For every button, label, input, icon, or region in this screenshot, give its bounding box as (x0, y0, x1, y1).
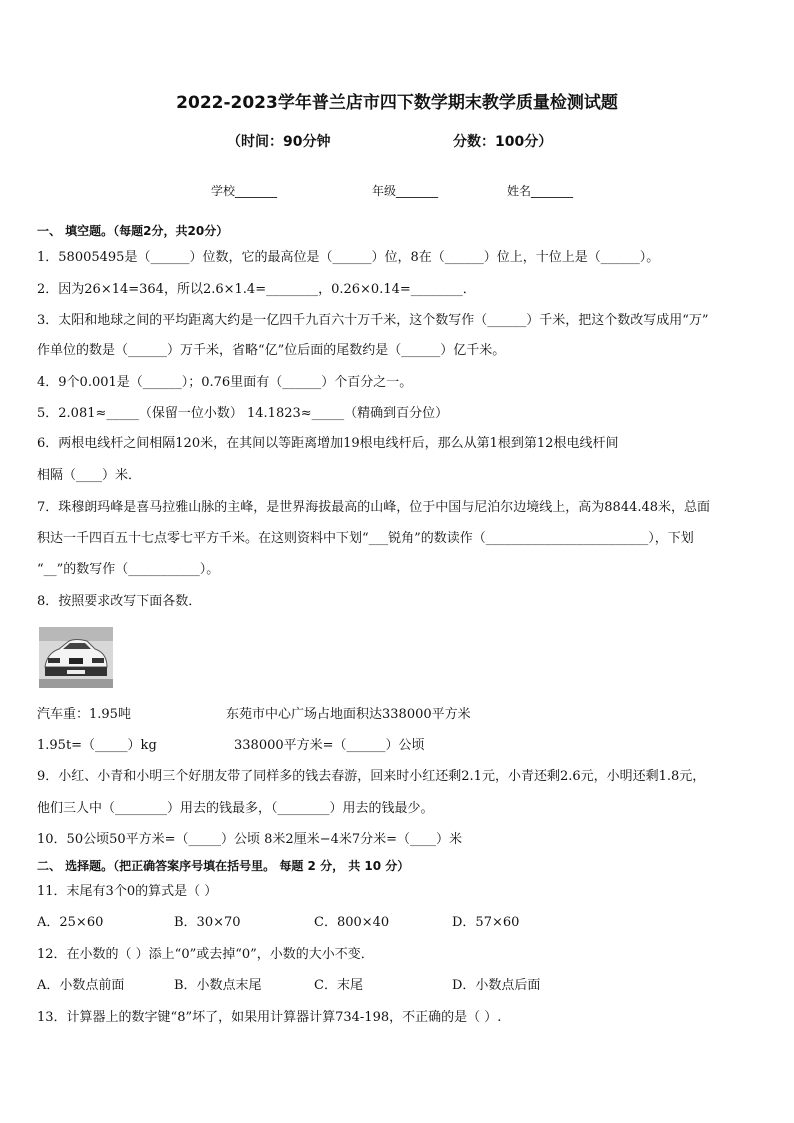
question-6-line-1: 6．两根电线杆之间相隔120米，在其间以等距离增加19根电线杆后，那么从第1根到第12根电线杆间 (37, 436, 619, 451)
question-1: 1．58005495是（______）位数，它的最高位是（______）位，8在（______）位上，十位上是（______）。 (37, 250, 660, 265)
time-label: （时间：90分钟 (227, 134, 331, 150)
question-10: 10．50公顷50平方米=（_____）公顷 8米2厘米−4米7分米=（____）米 (37, 832, 463, 847)
question-9-line-1: 9．小红、小青和小明三个好朋友带了同样多的钱去春游，回来时小红还剩2.1元，小青还剩2.6元，小明还剩1.8元， (37, 769, 706, 784)
score-label: 分数：100分） (453, 134, 553, 150)
car-photo (39, 627, 113, 688)
section-choice-heading: 二、 选择题。（把正确答案序号填在括号里。 每题 2 分， 共 10 分） (37, 859, 410, 873)
page-title: 2022-2023学年普兰店市四下数学期末教学质量检测试题 (176, 93, 618, 113)
q11-option-d: D．57×60 (452, 915, 520, 930)
question-2: 2．因为26×14=364，所以2.6×1.4=________，0.26×0.14=________． (37, 282, 476, 297)
q12-option-b: B．小数点末尾 (174, 978, 262, 993)
question-12: 12．在小数的（ ）添上“0”或去掉“0”，小数的大小不变． (37, 947, 374, 962)
question-7-line-2: 积达一千四百五十七点零七平方千米。在这则资料中下划“___锐角”的数读作（_________________________），下划 (37, 531, 694, 546)
question-4: 4．9个0.001是（______）；0.76里面有（______）个百分之一。 (37, 375, 413, 390)
question-7-line-3: “__”的数写作（___________）。 (37, 562, 220, 577)
question-3-line-2: 作单位的数是（______）万千米，省略“亿”位后面的尾数约是（______）亿千米。 (37, 343, 506, 358)
name-field: 姓名_______ (507, 184, 574, 198)
question-11: 11．末尾有3个0的算式是（ ） (37, 884, 218, 899)
question-6-line-2: 相隔（____）米． (37, 468, 142, 483)
question-8-part-a: 1.95t=（_____）kg (37, 738, 157, 753)
q11-option-c: C．800×40 (314, 915, 390, 930)
question-13: 13．计算器上的数字键“8”坏了，如果用计算器计算734-198，不正确的是（ ）. (37, 1010, 502, 1025)
grade-field: 年级_______ (372, 184, 439, 198)
q11-option-b: B．30×70 (174, 915, 241, 930)
q12-option-c: C．末尾 (314, 978, 363, 993)
question-9-line-2: 他们三人中（________）用去的钱最多，（________）用去的钱最少。 (37, 801, 434, 816)
question-8-part-b: 338000平方米=（______）公顷 (234, 738, 425, 753)
question-3-line-1: 3．太阳和地球之间的平均距离大约是一亿四千九百六十万千米，这个数写作（______）千米，把这个数改写成用“万” (37, 313, 709, 328)
q11-option-a: A．25×60 (37, 915, 104, 930)
q12-option-d: D．小数点后面 (452, 978, 541, 993)
question-5: 5．2.081≈_____（保留一位小数） 14.1823≈_____（精确到百分位） (37, 406, 449, 421)
school-field: 学校_______ (211, 184, 278, 198)
section-fill-in-heading: 一、 填空题。（每题2分，共20分） (37, 224, 229, 238)
question-8: 8．按照要求改写下面各数． (37, 594, 202, 609)
q12-option-a: A．小数点前面 (37, 978, 125, 993)
question-7-line-1: 7．珠穆朗玛峰是喜马拉雅山脉的主峰，是世界海拔最高的山峰，位于中国与尼泊尔边境线上，高为8844.48米，总面 (37, 500, 711, 515)
square-area-label: 东苑市中心广场占地面积达338000平方米 (226, 707, 471, 722)
car-weight-label: 汽车重：1.95吨 (37, 707, 131, 722)
